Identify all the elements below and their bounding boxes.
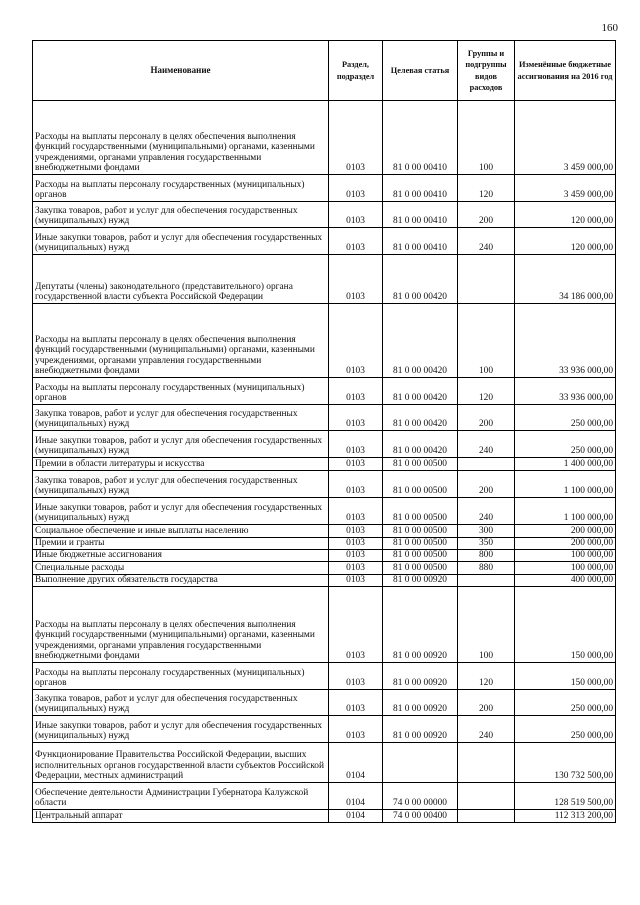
- cell-name: Премии в области литературы и искусства: [33, 458, 329, 471]
- cell-section: 0103: [329, 101, 383, 175]
- cell-amount: 200 000,00: [515, 525, 616, 538]
- cell-name: Обеспечение деятельности Администрации Губернатора Калужской области: [33, 783, 329, 810]
- cell-name: Иные закупки товаров, работ и услуг для обеспечения государственных (муниципальных) нужд: [33, 716, 329, 743]
- cell-amount: 250 000,00: [515, 431, 616, 458]
- table-row: [33, 783, 616, 810]
- cell-name: Депутаты (члены) законодательного (представительного) органа государственной власти субъекта Российской Федерации: [33, 255, 329, 304]
- cell-group: 100: [458, 304, 515, 378]
- cell-amount: 3 459 000,00: [515, 175, 616, 202]
- cell-name: Расходы на выплаты персоналу государственных (муниципальных) органов: [33, 378, 329, 405]
- cell-target: 81 0 00 00920: [383, 716, 458, 743]
- cell-amount: 150 000,00: [515, 663, 616, 690]
- cell-section: 0103: [329, 405, 383, 431]
- cell-amount: 100 000,00: [515, 562, 616, 575]
- cell-amount: 150 000,00: [515, 587, 616, 663]
- cell-target: 81 0 00 00410: [383, 175, 458, 202]
- cell-section: 0104: [329, 810, 383, 823]
- header-section: Раздел, подраздел: [329, 41, 383, 101]
- cell-target: 81 0 00 00920: [383, 575, 458, 587]
- cell-section: 0103: [329, 690, 383, 716]
- table-row: [33, 525, 616, 538]
- table-row: [33, 587, 616, 663]
- cell-name: Премии и гранты: [33, 538, 329, 550]
- cell-section: 0103: [329, 575, 383, 587]
- cell-amount: 100 000,00: [515, 550, 616, 562]
- table-row: [33, 550, 616, 562]
- cell-name: Социальное обеспечение и иные выплаты населению: [33, 525, 329, 538]
- cell-name: Расходы на выплаты персоналу в целях обеспечения выполнения функций государственными (муниципальными) органами, казенными учреждениями, органами управления государственными внебюджетными фондами: [33, 304, 329, 378]
- cell-amount: 400 000,00: [515, 575, 616, 587]
- table-row: [33, 255, 616, 304]
- cell-group: [458, 575, 515, 587]
- cell-name: Иные закупки товаров, работ и услуг для обеспечения государственных (муниципальных) нужд: [33, 228, 329, 255]
- cell-group: [458, 810, 515, 823]
- cell-group: [458, 458, 515, 471]
- cell-group: 200: [458, 405, 515, 431]
- cell-section: 0104: [329, 743, 383, 783]
- cell-name: Выполнение других обязательств государства: [33, 575, 329, 587]
- cell-amount: 3 459 000,00: [515, 101, 616, 175]
- cell-target: 74 0 00 00400: [383, 810, 458, 823]
- cell-amount: 250 000,00: [515, 690, 616, 716]
- cell-group: 300: [458, 525, 515, 538]
- cell-name: Закупка товаров, работ и услуг для обеспечения государственных (муниципальных) нужд: [33, 471, 329, 498]
- cell-group: 100: [458, 587, 515, 663]
- cell-section: 0103: [329, 498, 383, 525]
- cell-group: 240: [458, 431, 515, 458]
- cell-target: 81 0 00 00410: [383, 228, 458, 255]
- cell-section: 0103: [329, 228, 383, 255]
- cell-group: 240: [458, 716, 515, 743]
- cell-target: 81 0 00 00500: [383, 458, 458, 471]
- page-number: 160: [601, 22, 618, 34]
- cell-amount: 33 936 000,00: [515, 378, 616, 405]
- cell-section: 0103: [329, 378, 383, 405]
- cell-amount: 33 936 000,00: [515, 304, 616, 378]
- cell-name: Центральный аппарат: [33, 810, 329, 823]
- table-row: [33, 810, 616, 823]
- table-row: [33, 458, 616, 471]
- cell-group: 200: [458, 202, 515, 228]
- cell-amount: 250 000,00: [515, 405, 616, 431]
- cell-target: 81 0 00 00410: [383, 101, 458, 175]
- cell-section: 0103: [329, 562, 383, 575]
- cell-amount: 130 732 500,00: [515, 743, 616, 783]
- table-row: [33, 378, 616, 405]
- table-row: [33, 471, 616, 498]
- cell-group: 800: [458, 550, 515, 562]
- cell-group: 120: [458, 663, 515, 690]
- cell-amount: 120 000,00: [515, 228, 616, 255]
- cell-name: Иные закупки товаров, работ и услуг для обеспечения государственных (муниципальных) нужд: [33, 431, 329, 458]
- header-group: Группы и подгруппы видов расходов: [458, 41, 515, 101]
- cell-target: 81 0 00 00920: [383, 587, 458, 663]
- cell-name: Иные закупки товаров, работ и услуг для обеспечения государственных (муниципальных) нужд: [33, 498, 329, 525]
- cell-amount: 112 313 200,00: [515, 810, 616, 823]
- cell-section: 0103: [329, 175, 383, 202]
- cell-target: 74 0 00 00000: [383, 783, 458, 810]
- cell-amount: 200 000,00: [515, 538, 616, 550]
- header-target: Целевая статья: [383, 41, 458, 101]
- cell-group: 350: [458, 538, 515, 550]
- cell-amount: 120 000,00: [515, 202, 616, 228]
- table-row: [33, 562, 616, 575]
- cell-amount: 250 000,00: [515, 716, 616, 743]
- cell-section: 0103: [329, 255, 383, 304]
- cell-section: 0103: [329, 538, 383, 550]
- cell-name: Закупка товаров, работ и услуг для обеспечения государственных (муниципальных) нужд: [33, 690, 329, 716]
- cell-section: 0103: [329, 304, 383, 378]
- budget-table: [32, 40, 616, 823]
- table-row: [33, 175, 616, 202]
- cell-target: 81 0 00 00500: [383, 471, 458, 498]
- cell-group: 100: [458, 101, 515, 175]
- cell-target: 81 0 00 00500: [383, 525, 458, 538]
- cell-target: 81 0 00 00920: [383, 663, 458, 690]
- cell-section: 0103: [329, 663, 383, 690]
- table-row: [33, 405, 616, 431]
- cell-target: 81 0 00 00410: [383, 202, 458, 228]
- cell-amount: 34 186 000,00: [515, 255, 616, 304]
- cell-target: 81 0 00 00420: [383, 304, 458, 378]
- table-row: [33, 690, 616, 716]
- cell-name: Расходы на выплаты персоналу в целях обеспечения выполнения функций государственными (муниципальными) органами, казенными учреждениями, органами управления государственными внебюджетными фондами: [33, 587, 329, 663]
- cell-name: Специальные расходы: [33, 562, 329, 575]
- table-row: [33, 716, 616, 743]
- cell-name: Иные бюджетные ассигнования: [33, 550, 329, 562]
- header-amount: Изменённые бюджетные ассигнования на 2016 год: [515, 41, 616, 101]
- cell-section: 0103: [329, 471, 383, 498]
- cell-name: Функционирование Правительства Российской Федерации, высших исполнительных органов государственной власти субъектов Российской Федерации, местных администраций: [33, 743, 329, 783]
- header-row: [33, 41, 616, 101]
- cell-target: 81 0 00 00420: [383, 431, 458, 458]
- cell-group: 880: [458, 562, 515, 575]
- table-row: [33, 304, 616, 378]
- cell-group: [458, 743, 515, 783]
- cell-section: 0103: [329, 716, 383, 743]
- cell-target: 81 0 00 00500: [383, 550, 458, 562]
- cell-target: 81 0 00 00500: [383, 538, 458, 550]
- cell-target: 81 0 00 00420: [383, 405, 458, 431]
- cell-name: Расходы на выплаты персоналу в целях обеспечения выполнения функций государственными (муниципальными) органами, казенными учреждениями, органами управления государственными внебюджетными фондами: [33, 101, 329, 175]
- table-row: [33, 101, 616, 175]
- cell-group: 240: [458, 228, 515, 255]
- cell-target: 81 0 00 00500: [383, 562, 458, 575]
- table-row: [33, 663, 616, 690]
- cell-group: 200: [458, 471, 515, 498]
- cell-section: 0103: [329, 431, 383, 458]
- header-name: Наименование: [33, 41, 329, 101]
- cell-section: 0103: [329, 587, 383, 663]
- cell-amount: 1 100 000,00: [515, 498, 616, 525]
- table-row: [33, 431, 616, 458]
- cell-target: 81 0 00 00500: [383, 498, 458, 525]
- cell-section: 0103: [329, 550, 383, 562]
- cell-name: Расходы на выплаты персоналу государственных (муниципальных) органов: [33, 663, 329, 690]
- cell-section: 0104: [329, 783, 383, 810]
- cell-group: 120: [458, 378, 515, 405]
- cell-name: Закупка товаров, работ и услуг для обеспечения государственных (муниципальных) нужд: [33, 405, 329, 431]
- cell-group: 120: [458, 175, 515, 202]
- cell-amount: 1 400 000,00: [515, 458, 616, 471]
- cell-section: 0103: [329, 202, 383, 228]
- cell-target: [383, 743, 458, 783]
- cell-section: 0103: [329, 525, 383, 538]
- table-row: [33, 228, 616, 255]
- table-row: [33, 538, 616, 550]
- cell-name: Расходы на выплаты персоналу государственных (муниципальных) органов: [33, 175, 329, 202]
- cell-amount: 128 519 500,00: [515, 783, 616, 810]
- table-row: [33, 498, 616, 525]
- cell-group: [458, 783, 515, 810]
- cell-group: 200: [458, 690, 515, 716]
- cell-group: [458, 255, 515, 304]
- cell-section: 0103: [329, 458, 383, 471]
- cell-target: 81 0 00 00420: [383, 378, 458, 405]
- table-row: [33, 743, 616, 783]
- cell-target: 81 0 00 00420: [383, 255, 458, 304]
- table-row: [33, 202, 616, 228]
- cell-amount: 1 100 000,00: [515, 471, 616, 498]
- table-row: [33, 575, 616, 587]
- cell-target: 81 0 00 00920: [383, 690, 458, 716]
- cell-name: Закупка товаров, работ и услуг для обеспечения государственных (муниципальных) нужд: [33, 202, 329, 228]
- cell-group: 240: [458, 498, 515, 525]
